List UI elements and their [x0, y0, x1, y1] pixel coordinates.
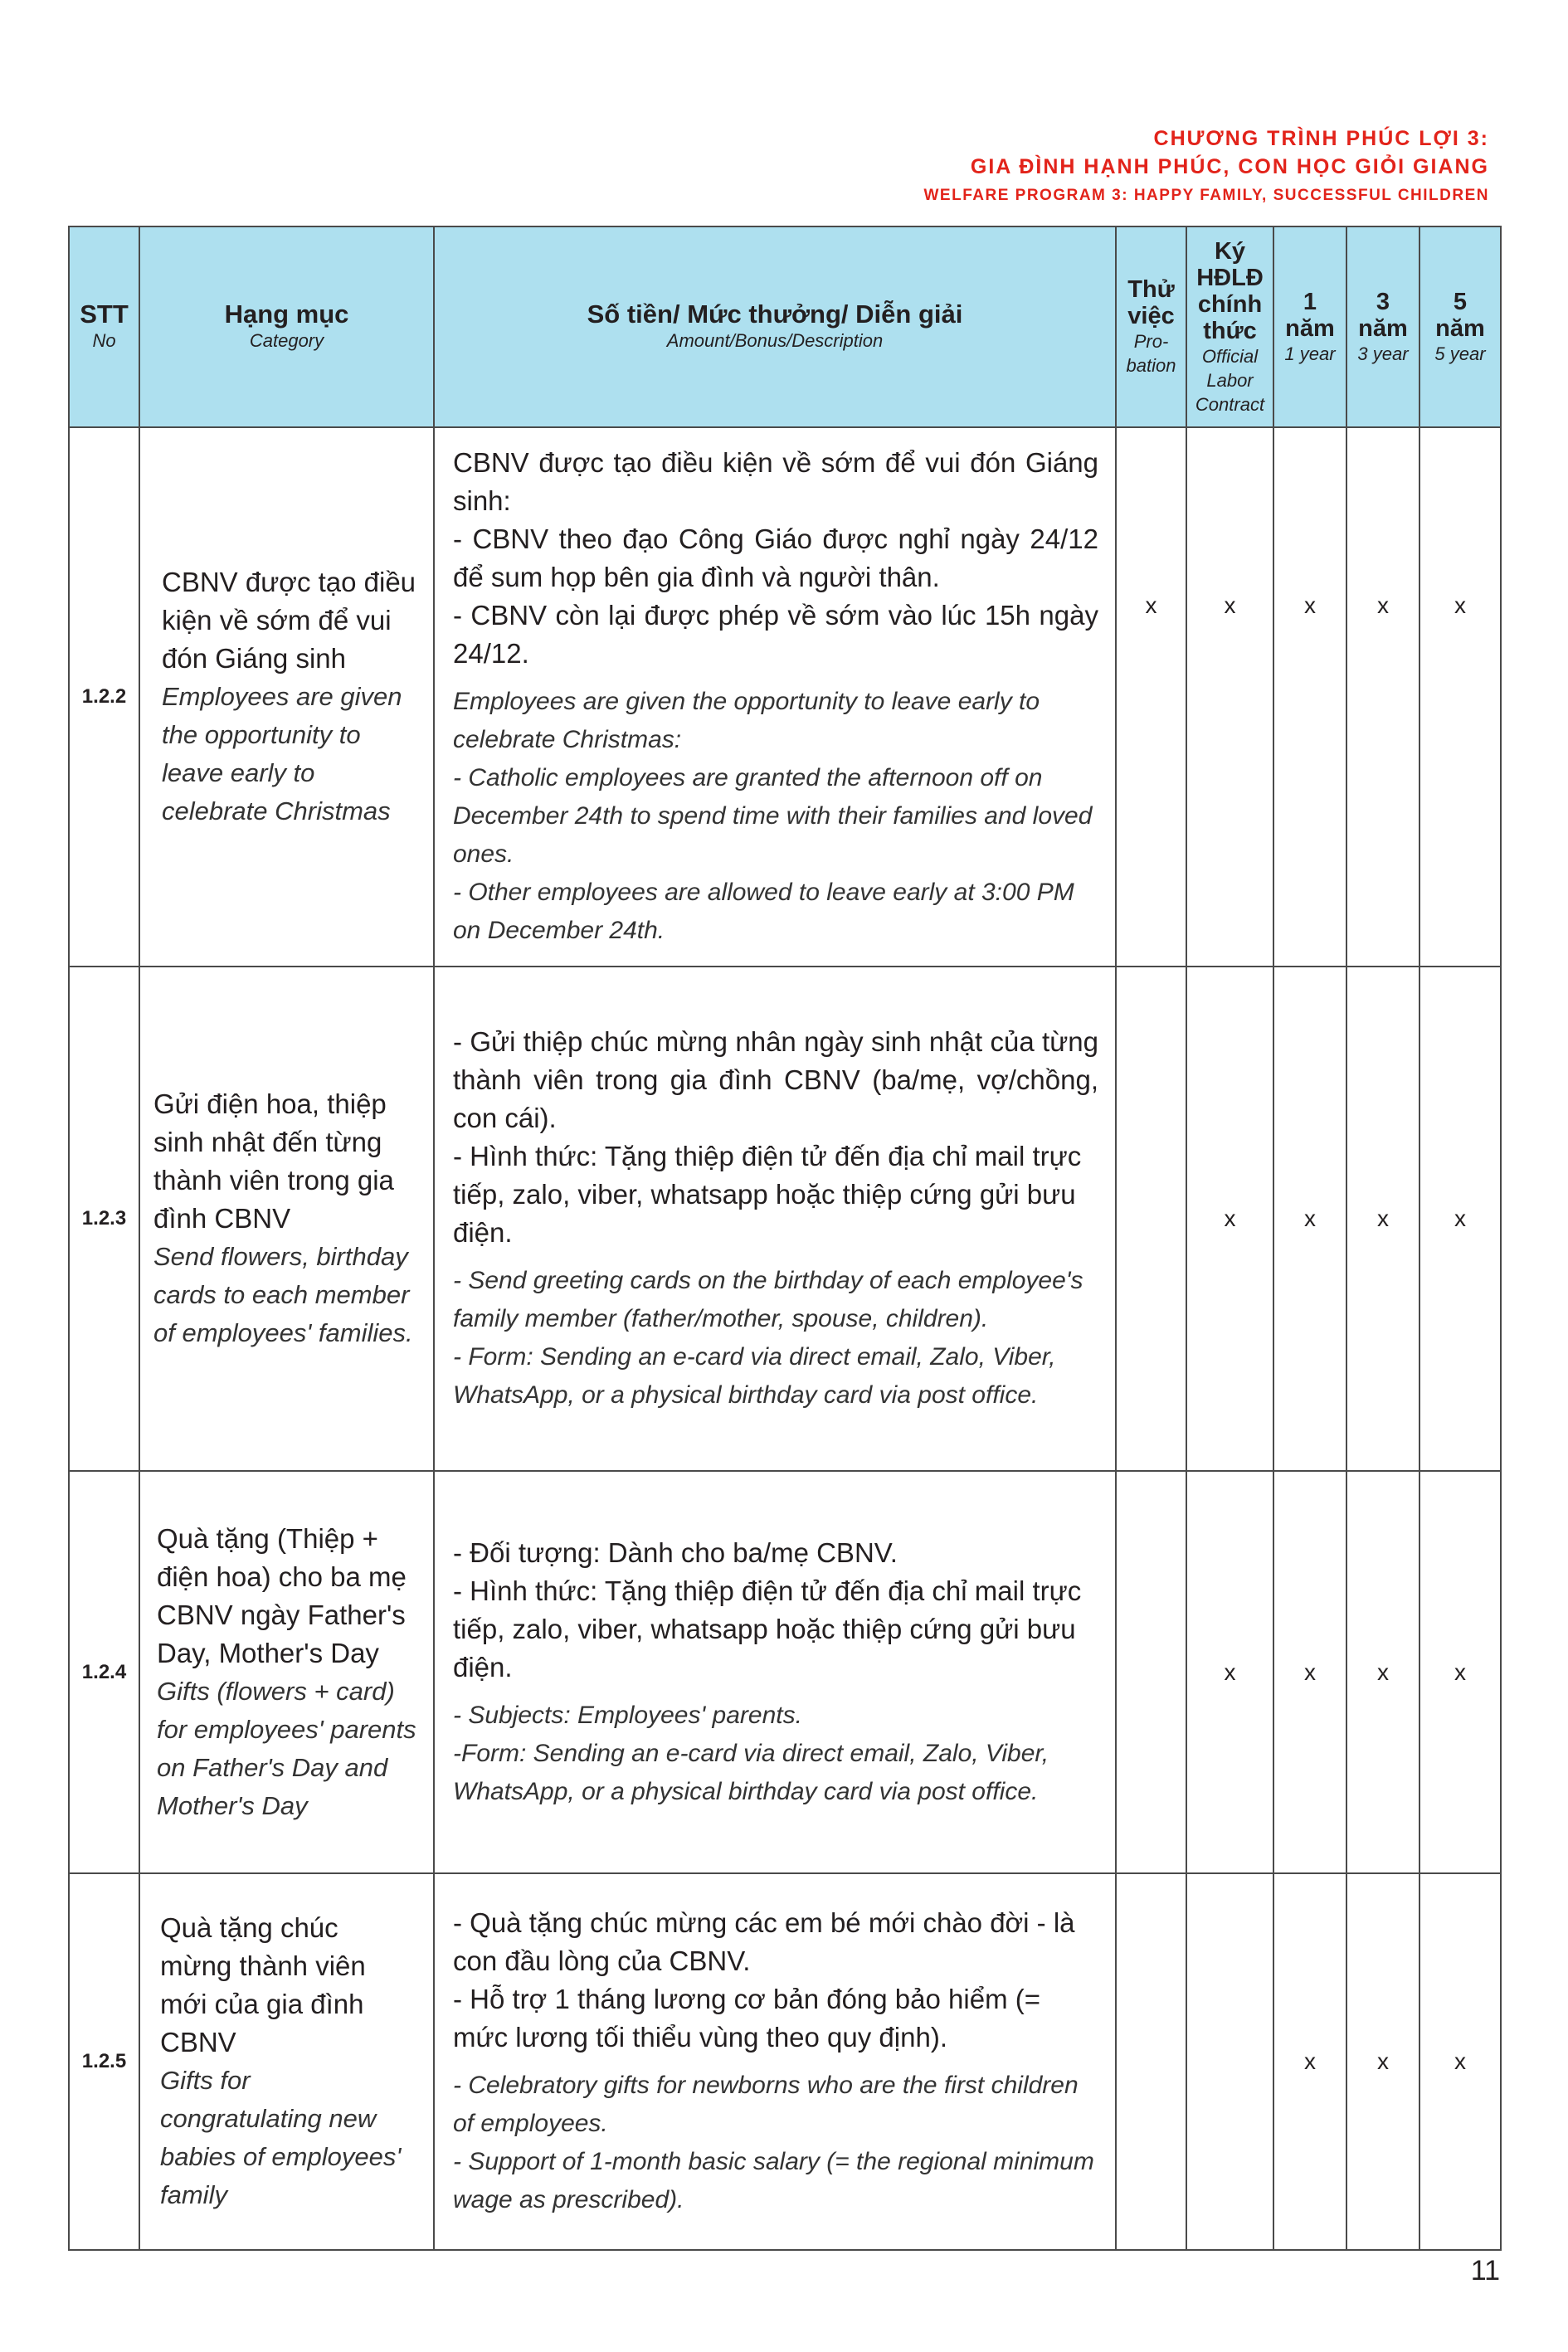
category-vn: CBNV được tạo điều kiện về sớm để vui đón Giáng sinh — [162, 567, 416, 674]
page-header — [924, 124, 1490, 211]
header-official-contract — [1186, 226, 1273, 427]
row-stt: 1.2.3 — [69, 967, 139, 1471]
row-stt: 1.2.4 — [69, 1471, 139, 1873]
header-official-l2: HĐLĐ — [1196, 264, 1264, 291]
header-official-l1: Ký — [1214, 237, 1246, 265]
table-row — [69, 1471, 1501, 1873]
page-number: 11 — [1470, 2255, 1500, 2286]
desc-en-line: - Catholic employees are granted the afternoon off on December 24th to spend time with their families and loved ones. — [453, 764, 1093, 868]
header-amount-en: Amount/Bonus/Description — [666, 330, 884, 351]
mark-1-year: x — [1273, 967, 1346, 1471]
header-5-year-num: 5 — [1453, 288, 1468, 315]
desc-en-line: - Form: Sending an e-card via direct email, Zalo, Viber, WhatsApp, or a physical birthday card via post office. — [453, 1343, 1056, 1409]
header-line-2: GIA ĐÌNH HẠNH PHÚC, CON HỌC GIỎI GIANG — [970, 155, 1489, 178]
desc-en-line: - Celebratory gifts for newborns who are the first children of employees. — [453, 2072, 1079, 2137]
header-probation-en-l1: Pro- — [1133, 331, 1169, 352]
desc-vn-line: - Hình thức: Tặng thiệp điện tử đến địa chỉ mail trực tiếp, zalo, viber, whatsapp hoặc thiệp cứng gửi bưu điện. — [453, 1141, 1082, 1248]
mark-5-year: x — [1419, 1471, 1501, 1873]
description-en — [453, 683, 1098, 950]
mark-5-year: x — [1419, 1873, 1501, 2250]
row-description — [434, 1873, 1116, 2250]
header-1-year-unit: năm — [1285, 314, 1335, 342]
category-en: Employees are given the opportunity to leave early to celebrate Christmas — [162, 682, 402, 825]
welfare-table — [68, 226, 1502, 2251]
header-category — [139, 226, 434, 427]
mark-1-year: x — [1273, 427, 1346, 967]
desc-en-line: - Send greeting cards on the birthday of each employee's family member (father/mother, spouse, children). — [453, 1267, 1083, 1332]
row-category — [139, 1471, 434, 1873]
header-1-year-num: 1 — [1303, 288, 1317, 315]
row-description — [434, 1471, 1116, 1873]
mark-5-year: x — [1419, 427, 1501, 967]
table-header-row — [69, 226, 1501, 427]
description-vn — [453, 1904, 1098, 2057]
category-en: Send flowers, birthday cards to each member of employees' families. — [153, 1242, 413, 1347]
desc-en-line: - Support of 1-month basic salary (= the regional minimum wage as prescribed). — [453, 2148, 1094, 2213]
desc-vn-line: - CBNV còn lại được phép về sớm vào lúc 15h ngày 24/12. — [453, 600, 1098, 669]
description-vn — [453, 1023, 1098, 1252]
category-vn: Gửi điện hoa, thiệp sinh nhật đến từng thành viên trong gia đình CBNV — [153, 1088, 394, 1234]
description-vn — [453, 1534, 1098, 1687]
desc-en-line: Employees are given the opportunity to leave early to celebrate Christmas: — [453, 688, 1040, 753]
mark-probation — [1116, 967, 1186, 1471]
header-line-1: CHƯƠNG TRÌNH PHÚC LỢI 3: — [1153, 127, 1489, 150]
header-probation-l1: Thử — [1127, 276, 1175, 303]
desc-en-line: - Subjects: Employees' parents. — [453, 1701, 802, 1729]
mark-5-year: x — [1419, 967, 1501, 1471]
mark-official: x — [1186, 427, 1273, 967]
row-category — [139, 427, 434, 967]
header-1-year — [1273, 226, 1346, 427]
mark-3-year: x — [1346, 1873, 1419, 2250]
desc-vn-line: - Hỗ trợ 1 tháng lương cơ bản đóng bảo hiểm (= mức lương tối thiểu vùng theo quy định). — [453, 1984, 1040, 2053]
header-category-label: Hạng mục — [224, 299, 349, 329]
header-amount-label: Số tiền/ Mức thưởng/ Diễn giải — [587, 299, 963, 329]
header-official-en-l2: Labor — [1206, 369, 1254, 391]
table-row — [69, 427, 1501, 967]
header-official-en-l1: Official — [1201, 345, 1259, 367]
row-description — [434, 427, 1116, 967]
mark-1-year: x — [1273, 1873, 1346, 2250]
header-stt-label: STT — [80, 299, 129, 329]
mark-official: x — [1186, 1471, 1273, 1873]
mark-3-year: x — [1346, 967, 1419, 1471]
description-en — [453, 1262, 1098, 1415]
category-en: Gifts (flowers + card) for employees' parents on Father's Day and Mother's Day — [157, 1676, 416, 1820]
description-en — [453, 2067, 1098, 2219]
description-vn — [453, 444, 1098, 673]
header-official-l4: thức — [1203, 317, 1257, 344]
header-5-year-en: 5 year — [1434, 343, 1486, 364]
header-line-3: WELFARE PROGRAM 3: HAPPY FAMILY, SUCCESSFUL CHILDREN — [923, 187, 1489, 204]
header-1-year-en: 1 year — [1284, 343, 1336, 364]
header-probation-en-l2: bation — [1126, 355, 1176, 376]
desc-vn-line: CBNV được tạo điều kiện về sớm để vui đón Giáng sinh: — [453, 447, 1098, 516]
header-stt-en: No — [92, 330, 116, 351]
desc-en-line: -Form: Sending an e-card via direct email, Zalo, Viber, WhatsApp, or a physical birthday card via post office. — [453, 1739, 1049, 1805]
mark-probation: x — [1116, 427, 1186, 967]
row-stt: 1.2.5 — [69, 1873, 139, 2250]
header-stt — [69, 226, 139, 427]
desc-vn-line: - Gửi thiệp chúc mừng nhân ngày sinh nhật của từng thành viên trong gia đình CBNV (ba/mẹ, vợ/chồng, con cái). — [453, 1026, 1098, 1133]
desc-vn-line: - CBNV theo đạo Công Giáo được nghỉ ngày 24/12 để sum họp bên gia đình và người thân. — [453, 523, 1098, 592]
description-en — [453, 1697, 1098, 1811]
table-row — [69, 967, 1501, 1471]
row-stt: 1.2.2 — [69, 427, 139, 967]
header-official-l3: chính — [1197, 290, 1263, 318]
mark-3-year: x — [1346, 427, 1419, 967]
desc-en-line: - Other employees are allowed to leave early at 3:00 PM on December 24th. — [453, 879, 1074, 944]
header-probation — [1116, 226, 1186, 427]
mark-probation — [1116, 1471, 1186, 1873]
row-category — [139, 967, 434, 1471]
desc-vn-line: - Quà tặng chúc mừng các em bé mới chào đời - là con đầu lòng của CBNV. — [453, 1907, 1075, 1976]
category-en: Gifts for congratulating new babies of employees' family — [160, 2066, 402, 2209]
header-3-year-unit: năm — [1358, 314, 1408, 342]
row-description — [434, 967, 1116, 1471]
mark-1-year: x — [1273, 1471, 1346, 1873]
desc-vn-line: - Hình thức: Tặng thiệp điện tử đến địa chỉ mail trực tiếp, zalo, viber, whatsapp hoặc thiệp cứng gửi bưu điện. — [453, 1575, 1082, 1682]
table-row — [69, 1873, 1501, 2250]
desc-vn-line: - Đối tượng: Dành cho ba/mẹ CBNV. — [453, 1536, 898, 1568]
row-category — [139, 1873, 434, 2250]
header-5-year — [1419, 226, 1501, 427]
header-probation-l2: việc — [1127, 303, 1175, 329]
category-vn: Quà tặng chúc mừng thành viên mới của gia đình CBNV — [160, 1912, 366, 2057]
header-category-en: Category — [249, 330, 324, 351]
header-official-en-l3: Contract — [1195, 393, 1265, 415]
header-3-year-en: 3 year — [1357, 343, 1409, 364]
header-3-year — [1346, 226, 1419, 427]
mark-probation — [1116, 1873, 1186, 2250]
mark-official: x — [1186, 967, 1273, 1471]
mark-3-year: x — [1346, 1471, 1419, 1873]
mark-official — [1186, 1873, 1273, 2250]
category-vn: Quà tặng (Thiệp + điện hoa) cho ba mẹ CBNV ngày Father's Day, Mother's Day — [157, 1522, 407, 1668]
header-3-year-num: 3 — [1376, 288, 1390, 315]
header-amount — [434, 226, 1116, 427]
header-5-year-unit: năm — [1435, 314, 1485, 342]
